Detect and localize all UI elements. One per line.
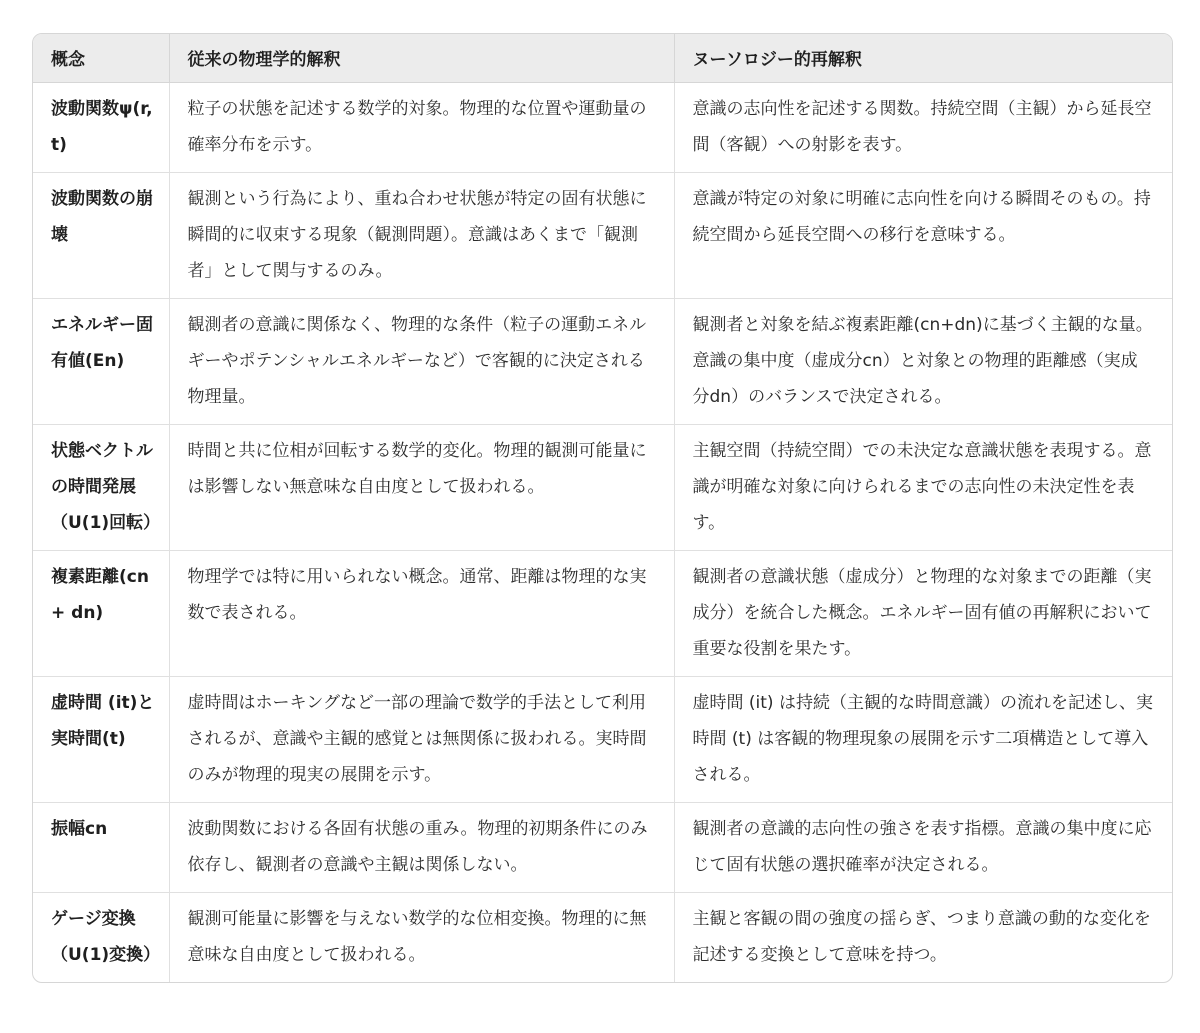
table-row <box>33 892 1172 982</box>
concept-cell: ゲージ変換（U(1)変換） <box>33 892 169 982</box>
table-row <box>33 550 1172 676</box>
concept-cell: 振幅cn <box>33 802 169 892</box>
concept-cell: 虚時間 (it)と実時間(t) <box>33 676 169 802</box>
comparison-table-container <box>32 33 1173 983</box>
table-row <box>33 802 1172 892</box>
traditional-cell: 時間と共に位相が回転する数学的変化。物理的観測可能量には影響しない無意味な自由度として扱われる。 <box>169 424 674 550</box>
table-header-row <box>33 34 1172 82</box>
comparison-table <box>33 34 1172 982</box>
table-row <box>33 424 1172 550</box>
noology-cell: 主観と客観の間の強度の揺らぎ、つまり意識の動的な変化を記述する変換として意味を持つ。 <box>692 908 1151 965</box>
concept-cell: エネルギー固有値(En) <box>33 298 169 424</box>
table-row <box>33 676 1172 802</box>
noology-cell: 主観空間（持続空間）での未決定な意識状態を表現する。意識が明確な対象に向けられるまでの志向性の未決定性を表す。 <box>674 424 1172 550</box>
noology-cell: 観測者の意識的志向性の強さを表す指標。意識の集中度に応じて固有状態の選択確率が決定される。 <box>674 802 1172 892</box>
noology-cell: 観測者と対象を結ぶ複素距離(cn+dn)に基づく主観的な量。意識の集中度（虚成分cn）と対象との物理的距離感（実成分dn）のバランスで決定される。 <box>674 298 1172 424</box>
noology-cell: 意識の志向性を記述する関数。持続空間（主観）から延長空間（客観）への射影を表す。 <box>674 82 1172 172</box>
table-row <box>33 172 1172 298</box>
noology-cell[interactable]: 意識が特定の対象に明確に志向性を向ける瞬間そのもの。持続空間から延長空間への移行を意味する。 <box>674 172 1172 298</box>
traditional-cell: 波動関数における各固有状態の重み。物理的初期条件にのみ依存し、観測者の意識や主観は関係しない。 <box>169 802 674 892</box>
concept-cell: 波動関数ψ(r,t) <box>33 82 169 172</box>
traditional-cell: 観測可能量に影響を与えない数学的な位相変換。物理的に無意味な自由度として扱われる。 <box>169 892 674 982</box>
traditional-cell: 観測という行為により、重ね合わせ状態が特定の固有状態に瞬間的に収束する現象（観測問題）。意識はあくまで「観測者」として関与するのみ。 <box>169 172 674 298</box>
header-traditional: 従来の物理学的解釈 <box>169 34 674 82</box>
concept-cell: 波動関数の崩壊 <box>33 172 169 298</box>
traditional-cell: 観測者の意識に関係なく、物理的な条件（粒子の運動エネルギーやポテンシャルエネルギーなど）で客観的に決定される物理量。 <box>169 298 674 424</box>
noology-cell: 観測者の意識状態（虚成分）と物理的な対象までの距離（実成分）を統合した概念。エネルギー固有値の再解釈において重要な役割を果たす。 <box>674 550 1172 676</box>
traditional-cell: 虚時間はホーキングなど一部の理論で数学的手法として利用されるが、意識や主観的感覚とは無関係に扱われる。実時間のみが物理的現実の展開を示す。 <box>169 676 674 802</box>
table-row <box>33 82 1172 172</box>
concept-cell: 複素距離(cn + dn) <box>33 550 169 676</box>
header-noology: ヌーソロジー的再解釈 <box>674 34 1172 82</box>
header-concept: 概念 <box>33 34 169 82</box>
traditional-cell: 物理学では特に用いられない概念。通常、距離は物理的な実数で表される。 <box>169 550 674 676</box>
traditional-cell: 粒子の状態を記述する数学的対象。物理的な位置や運動量の確率分布を示す。 <box>169 82 674 172</box>
noology-cell: 虚時間 (it) は持続（主観的な時間意識）の流れを記述し、実時間 (t) は客観的物理現象の展開を示す二項構造として導入される。 <box>674 676 1172 802</box>
table-row <box>33 298 1172 424</box>
concept-cell: 状態ベクトルの時間発展（U(1)回転） <box>33 424 169 550</box>
